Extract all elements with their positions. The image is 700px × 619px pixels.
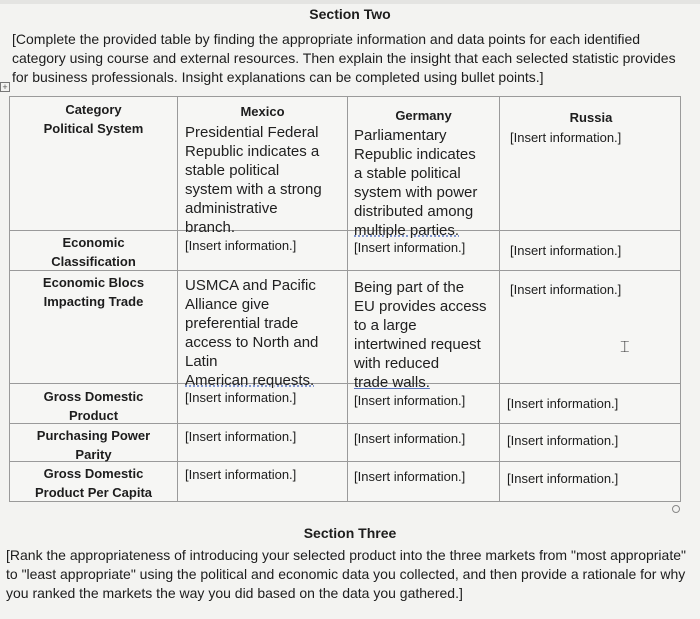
ppp-germany-cell[interactable]: [Insert information.] [354,431,466,446]
political-russia-cell[interactable]: [Insert information.] [510,130,622,145]
previous-page-edge [0,0,700,4]
economic-russia-cell[interactable]: [Insert information.] [510,243,622,258]
header-mexico: Mexico [240,104,285,119]
economic-germany-cell[interactable]: [Insert information.] [354,240,466,255]
blocs-mexico-cell[interactable]: USMCA and Pacific Alliance give preferential trade access to North and Latin American requests. [185,277,319,389]
gdp-per-capita-russia-cell[interactable]: [Insert information.] [507,471,619,486]
row-economic-category: Economic Classification [51,235,136,269]
ppp-russia-cell[interactable]: [Insert information.] [507,433,619,448]
section-three-instructions: [Rank the appropriateness of introducing your selected product into the three markets from "most appropriate" to "least appropriate" using the political and economic data you collected, and then provide a rationale for why you ranked the markets the way you did based on the data you gathered.] [6,547,686,601]
section-three-title: Section Three [303,525,397,541]
table-move-handle-icon[interactable]: + [0,82,10,92]
gdp-russia-cell[interactable]: [Insert information.] [507,396,619,411]
data-table [9,96,681,502]
blocs-germany-cell[interactable]: Being part of the EU provides access to a large intertwined request with reduced trade walls. [354,279,487,391]
row-political-category: Political System [43,121,144,136]
table-resize-handle[interactable] [672,505,680,513]
economic-mexico-cell[interactable]: [Insert information.] [185,238,297,253]
header-russia: Russia [569,110,613,125]
blocs-russia-cell[interactable]: [Insert information.] [510,282,622,297]
row-gdp-per-capita-category: Gross Domestic Product Per Capita [34,466,153,500]
section-two-title: Section Two [309,6,391,22]
political-germany-cell[interactable]: Parliamentary Republic indicates a stable political system with power distributed among multiple parties. [354,127,478,239]
political-mexico-cell[interactable]: Presidential Federal Republic indicates a stable political system with a strong administrative branch. [185,124,322,236]
header-category: Category [65,102,122,117]
row-blocs-category: Economic Blocs Impacting Trade [42,275,145,309]
gdp-per-capita-germany-cell[interactable]: [Insert information.] [354,469,466,484]
row-ppp-category: Purchasing Power Parity [36,428,151,462]
row-gdp-category: Gross Domestic Product [43,389,144,423]
section-two-instructions: [Complete the provided table by finding the appropriate information and data points for each identified category using course and external resources. Then explain the insight that each selected statistic provides for business professionals. Insight explanations can be completed using bullet points.] [12,31,676,85]
header-germany: Germany [395,108,452,123]
ppp-mexico-cell[interactable]: [Insert information.] [185,429,297,444]
gdp-mexico-cell[interactable]: [Insert information.] [185,390,297,405]
gdp-germany-cell[interactable]: [Insert information.] [354,393,466,408]
text-cursor-icon: ⌶ [620,339,630,356]
gdp-per-capita-mexico-cell[interactable]: [Insert information.] [185,467,297,482]
